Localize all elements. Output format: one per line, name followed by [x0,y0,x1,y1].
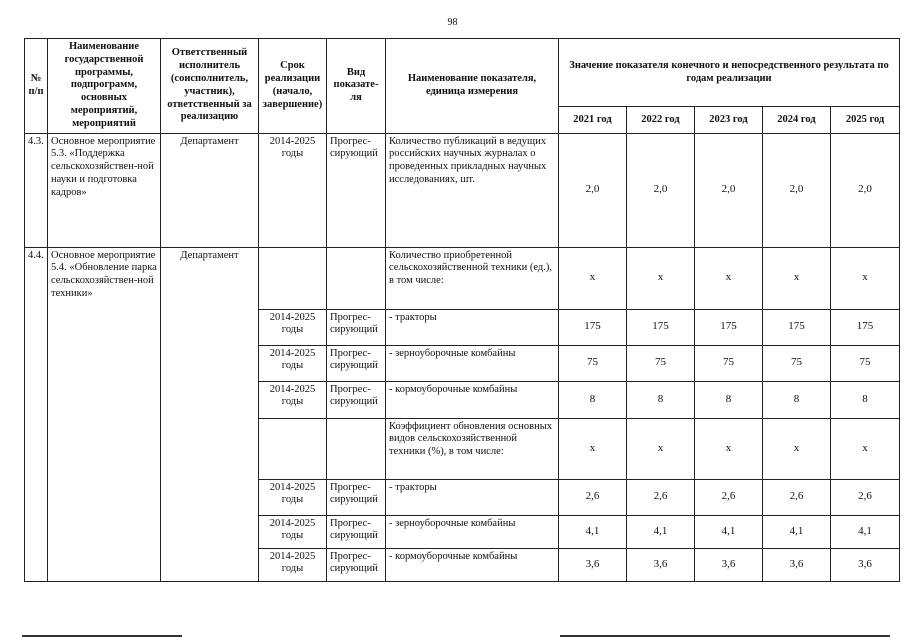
row-value: 75 [763,345,831,381]
row-indicator: - кормоуборочные комбайны [386,548,559,581]
row-value: 8 [695,381,763,418]
row-value: х [695,418,763,479]
row-value: х [763,247,831,309]
header-year: 2021 год [559,107,627,133]
row-indicator: - зерноуборочные комбайны [386,345,559,381]
row-value: 2,0 [559,133,627,247]
row-value: 4,1 [831,515,900,548]
row-value: х [763,418,831,479]
row-value: х [831,418,900,479]
row-value: х [559,247,627,309]
row-indicator: Количество приобретенной сельскохозяйственной техники (ед.), в том числе: [386,247,559,309]
row-name: Основное мероприятие 5.3. «Поддержка сельскохозяйствен-ной науки и подготовка кадров» [48,133,161,247]
row-value: 75 [559,345,627,381]
row-value: х [559,418,627,479]
header-year: 2022 год [627,107,695,133]
row-value: 2,6 [763,479,831,515]
row-type: Прогрес-сирующий [327,309,386,345]
row-value: 3,6 [763,548,831,581]
table-row [25,133,900,247]
table-row [25,247,900,309]
row-term: 2014-2025 годы [259,309,327,345]
row-value: х [627,247,695,309]
row-value: 4,1 [695,515,763,548]
header-year: 2024 год [763,107,831,133]
row-value: 175 [627,309,695,345]
row-indicator: - тракторы [386,479,559,515]
header-year: 2025 год [831,107,900,133]
row-value: х [695,247,763,309]
footer-rule [22,635,182,637]
row-value: 8 [831,381,900,418]
row-term [259,247,327,309]
row-indicator: Количество публикаций в ведущих российских научных журналах о проведенных прикладных научных исследованиях, шт. [386,133,559,247]
row-value: 3,6 [831,548,900,581]
row-type: Прогрес-сирующий [327,345,386,381]
row-indicator: - зерноуборочные комбайны [386,515,559,548]
header-values-title: Значение показателя конечного и непосредственного результата по годам реализации [559,39,900,107]
row-value: 2,6 [559,479,627,515]
row-value: 3,6 [559,548,627,581]
row-value: 175 [559,309,627,345]
row-term: 2014-2025 годы [259,381,327,418]
row-type: Прогрес-сирующий [327,133,386,247]
row-type [327,418,386,479]
row-type [327,247,386,309]
row-value: 8 [559,381,627,418]
row-indicator: - кормоуборочные комбайны [386,381,559,418]
row-type: Прогрес-сирующий [327,479,386,515]
row-value: 2,6 [695,479,763,515]
row-term: 2014-2025 годы [259,479,327,515]
row-value: х [627,418,695,479]
header-program-name: Наименование государственной программы, подпрограмм, основных мероприятий, мероприятий [48,39,161,134]
row-value: 175 [831,309,900,345]
row-value: х [831,247,900,309]
row-term: 2014-2025 годы [259,345,327,381]
row-type: Прогрес-сирующий [327,548,386,581]
row-value: 75 [831,345,900,381]
header-indicator-name: Наименование показателя, единица измерения [386,39,559,134]
row-value: 4,1 [763,515,831,548]
header-executor: Ответственный исполнитель (соисполнитель, участник), ответственный за реализацию [161,39,259,134]
header-num: № п/п [25,39,48,134]
row-value: 2,6 [831,479,900,515]
row-value: 8 [763,381,831,418]
indicators-table [24,38,900,582]
row-value: 3,6 [695,548,763,581]
row-num: 4.4. [25,247,48,581]
row-value: 4,1 [559,515,627,548]
row-indicator: - тракторы [386,309,559,345]
row-term: 2014-2025 годы [259,548,327,581]
footer-rule [560,635,890,637]
row-value: 75 [695,345,763,381]
header-year: 2023 год [695,107,763,133]
header-term: Срок реализации (начало, завершение) [259,39,327,134]
row-type: Прогрес-сирующий [327,381,386,418]
row-value: 75 [627,345,695,381]
row-executor: Департамент [161,133,259,247]
row-value: 175 [695,309,763,345]
row-value: 3,6 [627,548,695,581]
row-term: 2014-2025 годы [259,133,327,247]
row-value: 2,0 [695,133,763,247]
row-executor: Департамент [161,247,259,581]
row-term [259,418,327,479]
row-value: 2,0 [763,133,831,247]
header-row [25,39,900,107]
page-number: 98 [447,17,458,28]
row-name: Основное мероприятие 5.4. «Обновление парка сельскохозяйствен-ной техники» [48,247,161,581]
row-value: 175 [763,309,831,345]
row-indicator: Коэффициент обновления основных видов сельскохозяйственной техники (%), в том числе: [386,418,559,479]
row-value: 8 [627,381,695,418]
header-indicator-type: Вид показате-ля [327,39,386,134]
row-value: 2,6 [627,479,695,515]
row-value: 4,1 [627,515,695,548]
row-value: 2,0 [627,133,695,247]
row-num: 4.3. [25,133,48,247]
row-term: 2014-2025 годы [259,515,327,548]
row-type: Прогрес-сирующий [327,515,386,548]
row-value: 2,0 [831,133,900,247]
